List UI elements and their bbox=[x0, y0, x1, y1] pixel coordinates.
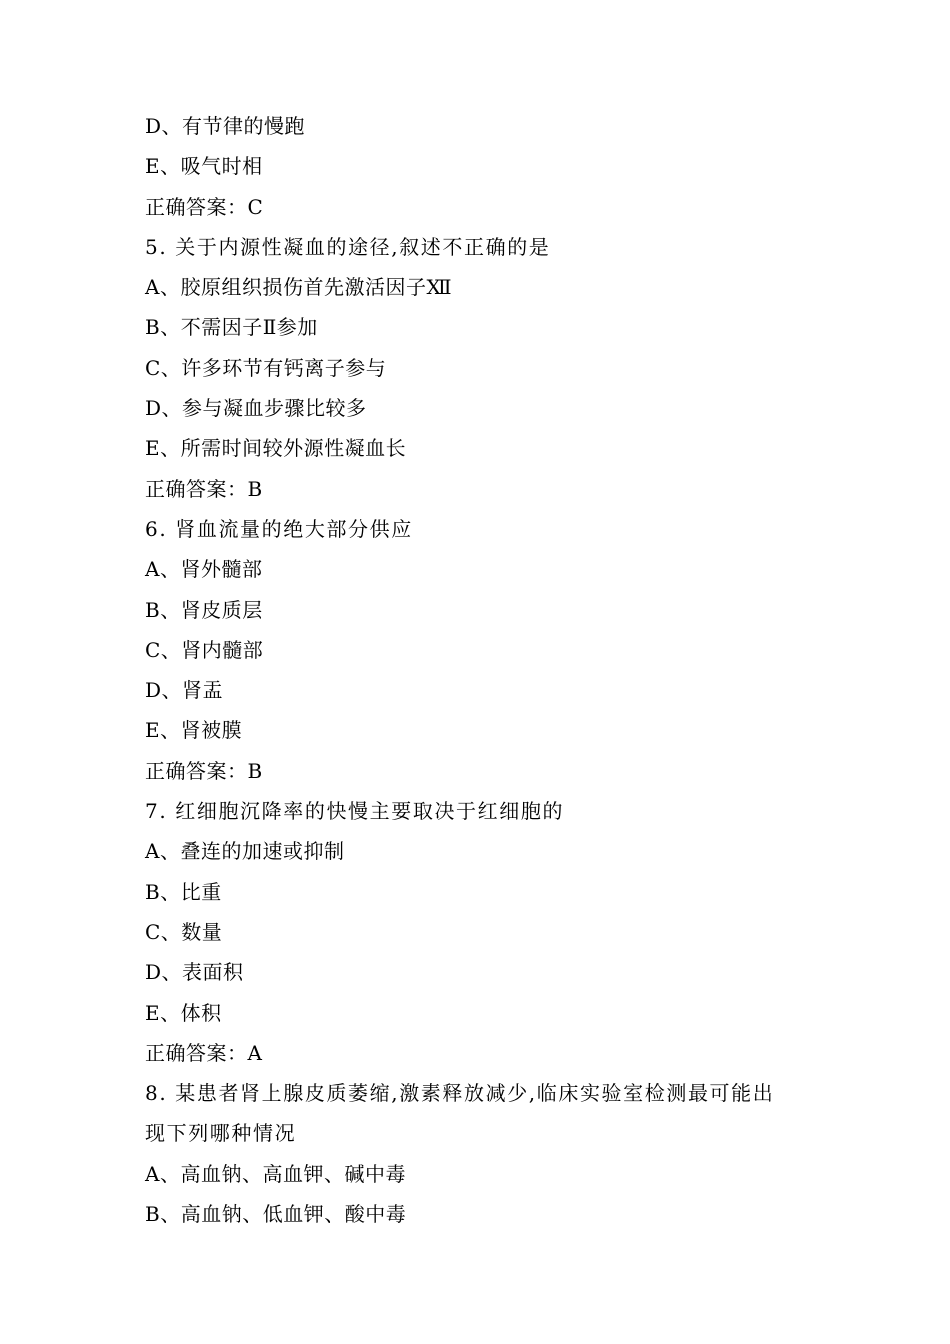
q6-option-a: A、肾外髓部 bbox=[145, 557, 263, 582]
q7-option-c: C、数量 bbox=[145, 919, 223, 944]
q4-option-d: D、有节律的慢跑 bbox=[145, 114, 306, 138]
q6-title: 6. 肾血流量的绝大部分供应 bbox=[145, 516, 413, 541]
q7-option-d: D、表面积 bbox=[145, 960, 244, 985]
q8-title-line1: 8. 某患者肾上腺皮质萎缩,激素释放减少,临床实验室检测最可能出 bbox=[145, 1081, 775, 1106]
q5-answer: 正确答案：B bbox=[145, 476, 263, 501]
q6-option-b: B、肾皮质层 bbox=[145, 597, 263, 622]
q7-title: 7. 红细胞沉降率的快慢主要取决于红细胞的 bbox=[145, 799, 565, 824]
q7-option-b: B、比重 bbox=[145, 879, 222, 904]
q7-answer: 正确答案：A bbox=[145, 1040, 263, 1065]
q4-option-e: E、吸气时相 bbox=[145, 154, 263, 179]
q4-answer: 正确答案：C bbox=[145, 194, 264, 219]
q8-option-b: B、高血钠、低血钾、酸中毒 bbox=[145, 1202, 407, 1227]
q5-option-c: C、许多环节有钙离子参与 bbox=[145, 355, 387, 380]
q6-option-e: E、肾被膜 bbox=[145, 718, 243, 743]
q5-title: 5. 关于内源性凝血的途径,叙述不正确的是 bbox=[145, 234, 551, 259]
q5-option-b: B、不需因子Ⅱ参加 bbox=[145, 315, 318, 340]
q5-option-e: E、所需时间较外源性凝血长 bbox=[145, 436, 407, 461]
q6-option-c: C、肾内髓部 bbox=[145, 637, 264, 662]
q8-option-a: A、高血钠、高血钾、碱中毒 bbox=[145, 1161, 406, 1186]
q6-option-d: D、肾盂 bbox=[145, 678, 224, 703]
q7-option-a: A、叠连的加速或抑制 bbox=[145, 839, 345, 864]
q5-option-d: D、参与凝血步骤比较多 bbox=[145, 396, 367, 421]
q5-option-a: A、胶原组织损伤首先激活因子Ⅻ bbox=[145, 275, 453, 300]
q8-title-line2: 现下列哪种情况 bbox=[145, 1121, 297, 1146]
q6-answer: 正确答案：B bbox=[145, 758, 263, 783]
question-list bbox=[145, 106, 825, 1234]
q7-option-e: E、体积 bbox=[145, 1000, 222, 1025]
